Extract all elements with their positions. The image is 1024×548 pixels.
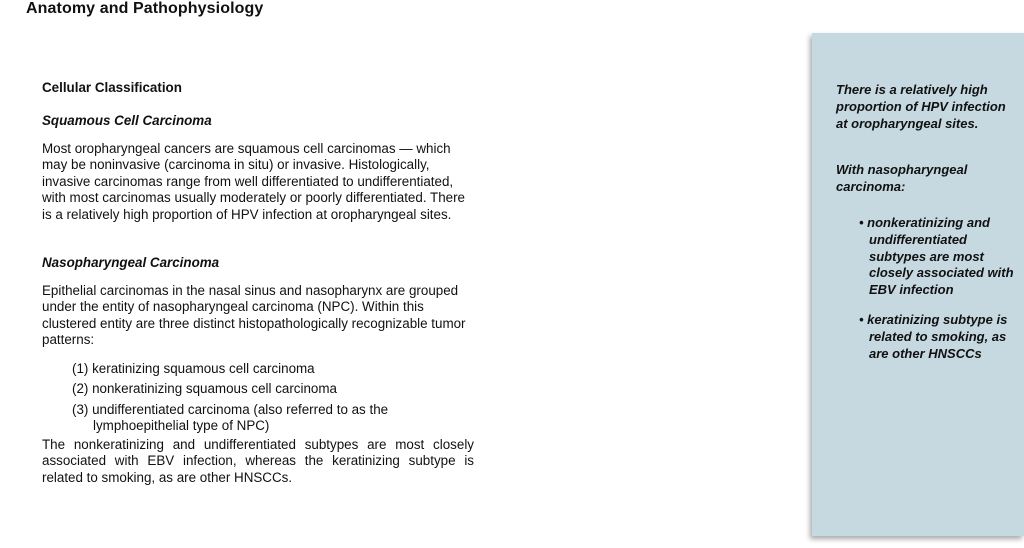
scc-heading: Squamous Cell Carcinoma (42, 113, 212, 128)
sidebar-note (812, 33, 1024, 536)
npc-paragraph: Epithelial carcinomas in the nasal sinus and nasopharynx are grouped under the entity of nasopharyngeal carcinoma (NPC). Within this clustered entity are three distinct histopathologically recognizable tumor patterns: (42, 283, 466, 348)
scc-paragraph: Most oropharyngeal cancers are squamous cell carcinomas — which may be noninvasive (carcinoma in situ) or invasive. Histologically, invasive carcinomas range from well differentiated to undifferentiated, with most carcinomas usually moderately or poorly differentiated. There is a relatively high proportion of HPV infection at oropharyngeal sites. (42, 141, 465, 222)
npc-closing-paragraph: The nonkeratinizing and undifferentiated subtypes are most closely associated with EBV infection, whereas the keratinizing subtype is related to smoking, as are other HNSCCs. (42, 437, 474, 485)
sidebar-bullet-list (859, 215, 1019, 375)
list-item: (2) nonkeratinizing squamous cell carcinoma (72, 381, 337, 397)
section-heading: Cellular Classification (42, 80, 182, 95)
list-item: (3) undifferentiated carcinoma (also referred to as the lymphoepithelial type of NPC) (72, 401, 389, 434)
list-item: (1) keratinizing squamous cell carcinoma (72, 361, 315, 376)
npc-heading: Nasopharyngeal Carcinoma (42, 255, 220, 270)
page-title: Anatomy and Pathophysiology (26, 0, 264, 17)
sidebar-note-hpv: There is a relatively high proportion of HPV infection at oropharyngeal sites. (836, 82, 1006, 131)
sidebar-bullet: • nonkeratinizing and undifferentiated subtypes are most closely associated with EBV infection (859, 215, 1014, 298)
tumor-pattern-list (72, 361, 472, 439)
sidebar-note-npc: With nasopharyngeal carcinoma: (836, 162, 968, 194)
sidebar-bullet: • keratinizing subtype is related to smoking, as are other HNSCCs (859, 311, 1008, 361)
